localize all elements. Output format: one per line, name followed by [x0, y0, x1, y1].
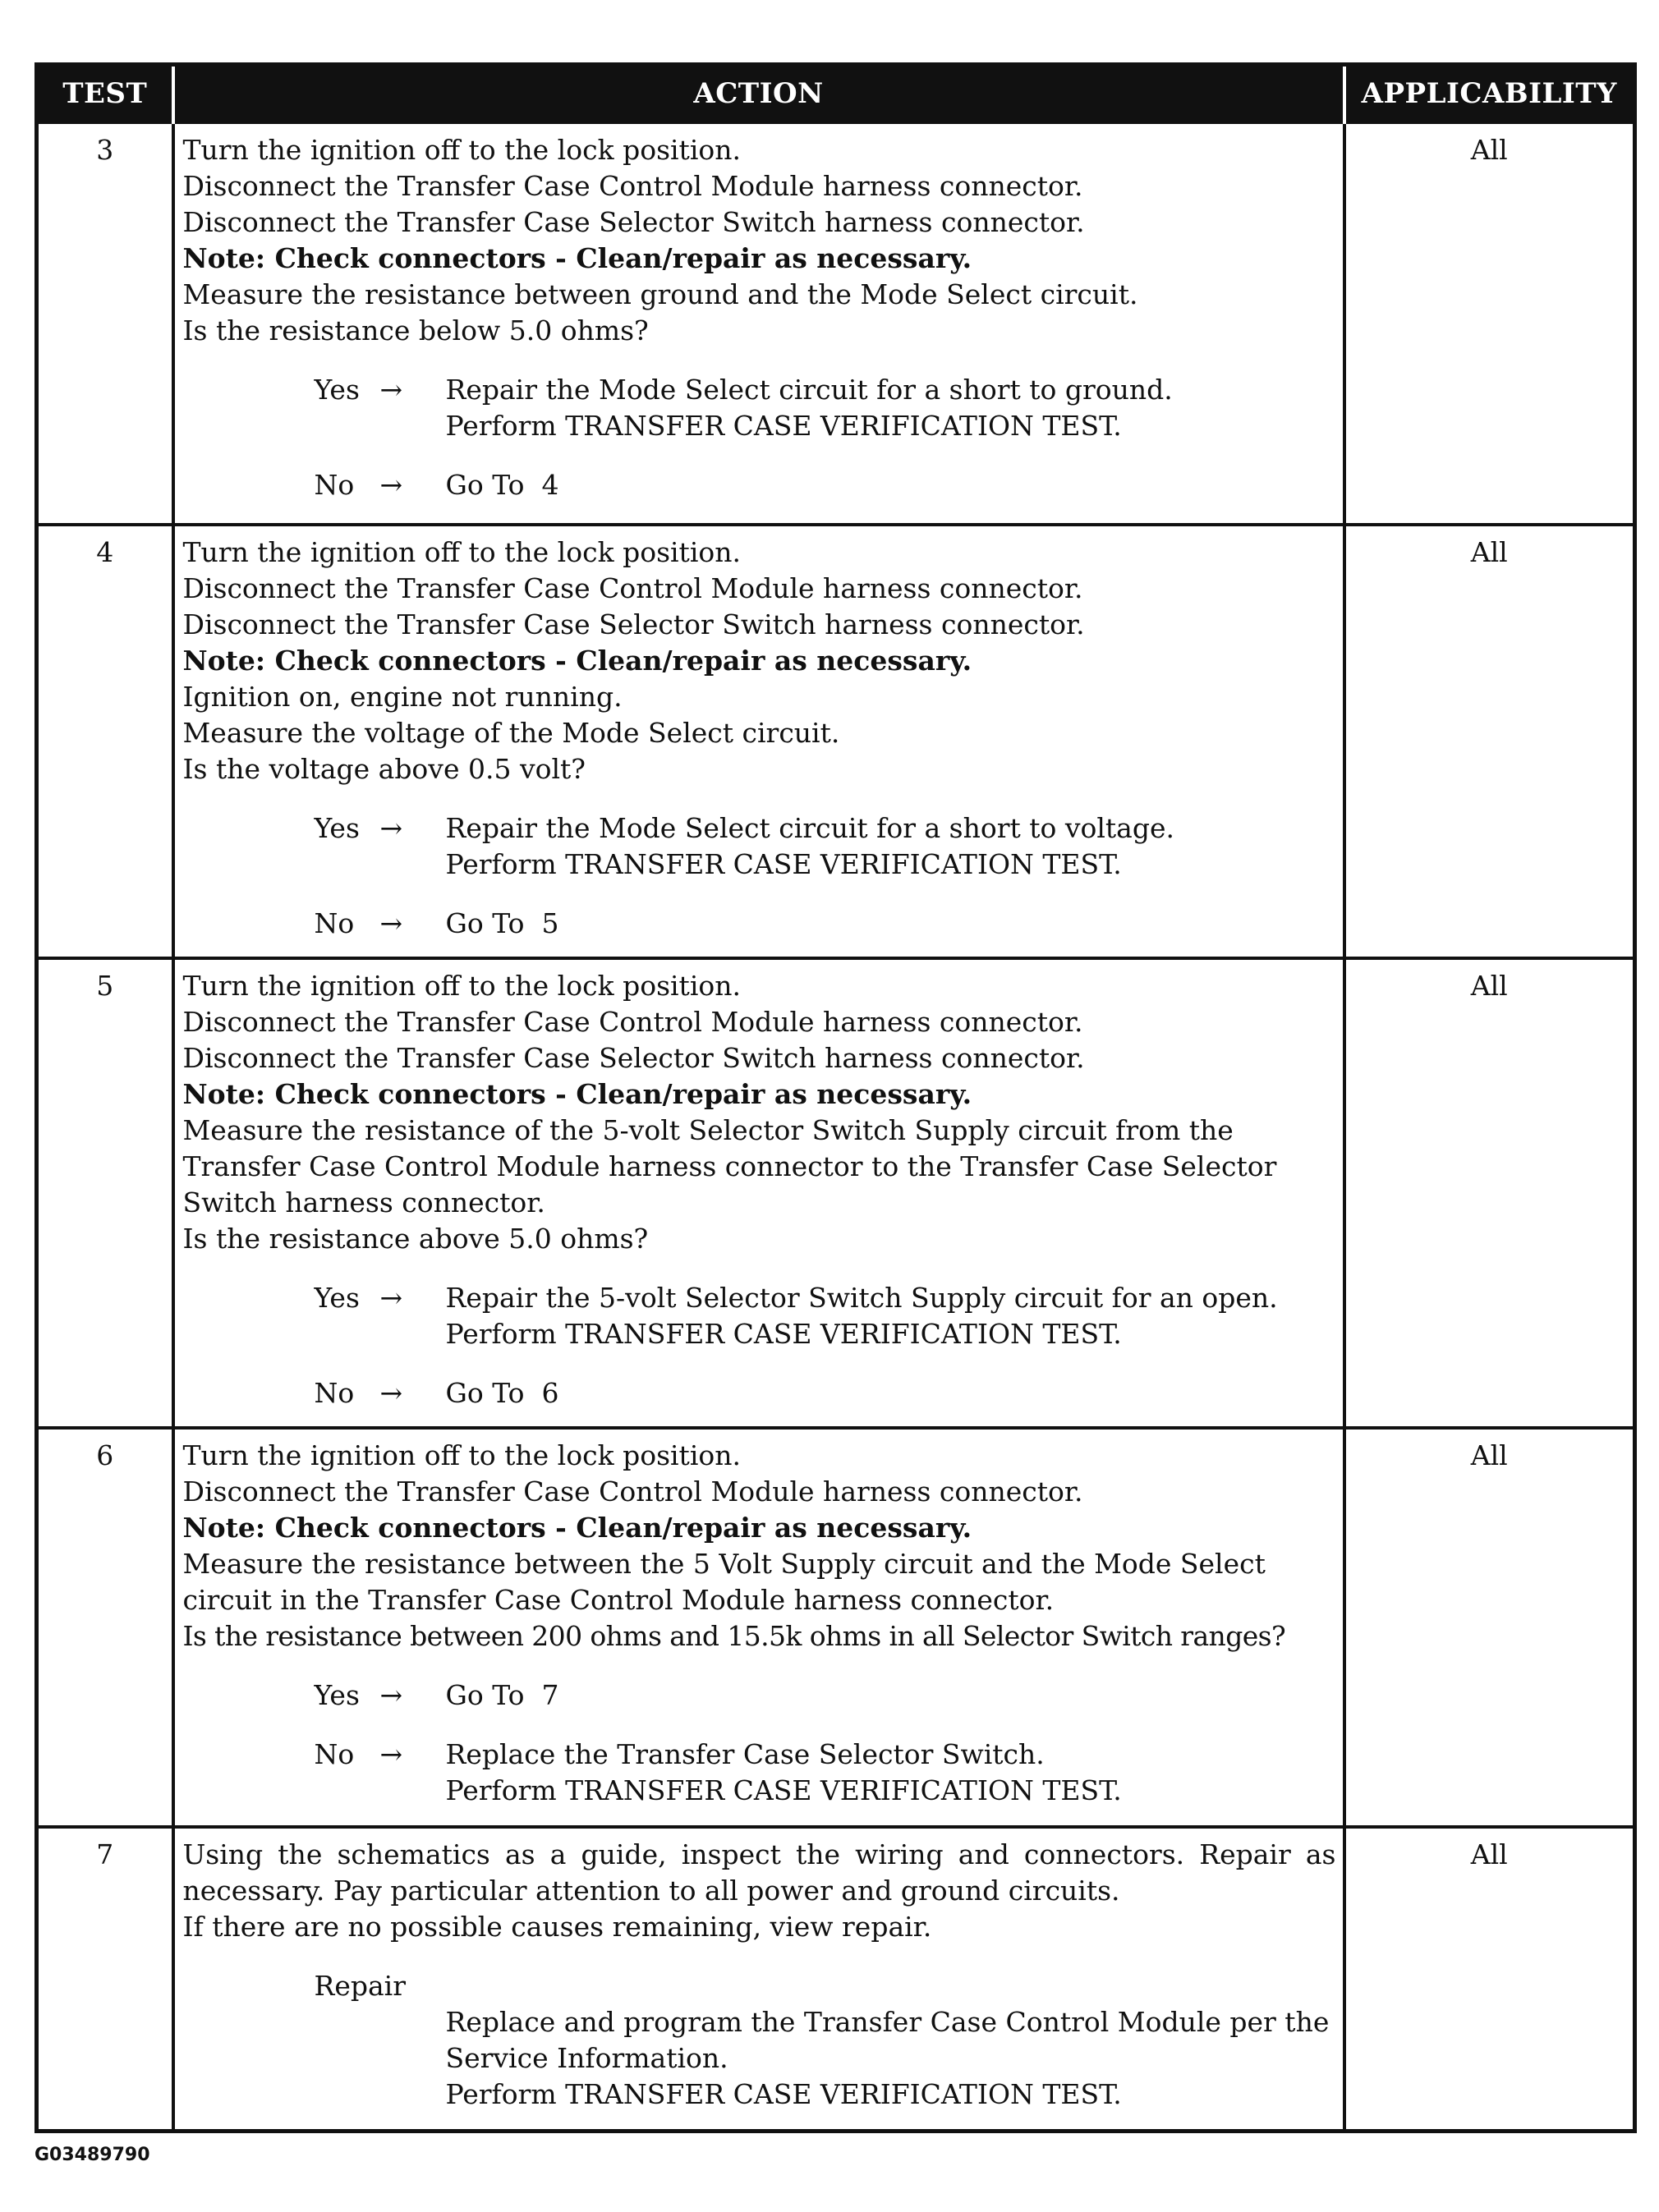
action-line: Measure the voltage of the Mode Select circuit.	[182, 717, 840, 749]
applicability-cell: All	[1344, 1827, 1635, 2131]
question-text: Is the resistance below 5.0 ohms?	[182, 314, 649, 346]
table-row	[37, 122, 1635, 525]
action-paragraph: Using the schematics as a guide, inspect the wiring and connectors. Repair as necessary. Pay particular attention to all power and ground circuits.	[182, 1838, 1336, 1907]
result-block	[315, 1677, 1336, 1809]
action-line: Disconnect the Transfer Case Control Module harness connector.	[182, 572, 1083, 604]
action-cell	[173, 1428, 1344, 1827]
yes-result	[315, 1677, 1336, 1714]
test-number: 6	[37, 1428, 173, 1827]
action-cell	[173, 525, 1344, 958]
table-header-row	[37, 65, 1635, 123]
no-label: No	[314, 1738, 355, 1770]
yes-label: Yes	[314, 812, 360, 844]
action-cell	[173, 958, 1344, 1428]
result-line: Go To 7	[445, 1679, 559, 1711]
arrow-right-icon: →	[379, 1679, 403, 1711]
header-action: ACTION	[173, 65, 1344, 123]
diagnostic-test-table	[34, 62, 1637, 2133]
repair-label: Repair	[314, 1970, 407, 2002]
arrow-right-icon: →	[379, 469, 403, 501]
action-cell	[173, 1827, 1344, 2131]
arrow-right-icon: →	[379, 1377, 403, 1409]
question-text: Is the voltage above 0.5 volt?	[182, 753, 586, 785]
result-line: Perform TRANSFER CASE VERIFICATION TEST.	[445, 1318, 1122, 1350]
action-line: Ignition on, engine not running.	[182, 681, 623, 713]
table-row	[37, 525, 1635, 958]
yes-label: Yes	[314, 1282, 360, 1314]
no-result	[315, 1737, 1336, 1809]
result-line: Repair the 5-volt Selector Switch Supply circuit for an open.	[445, 1282, 1278, 1314]
header-test: TEST	[37, 65, 173, 123]
action-line: Turn the ignition off to the lock position.	[182, 134, 741, 166]
result-block	[315, 372, 1336, 503]
action-line: Turn the ignition off to the lock position.	[182, 1439, 741, 1471]
action-cell	[173, 122, 1344, 525]
no-result	[315, 467, 1336, 503]
action-line: Disconnect the Transfer Case Selector Switch harness connector.	[182, 608, 1085, 640]
no-result	[315, 1375, 1336, 1411]
result-line: Repair the Mode Select circuit for a short to voltage.	[445, 812, 1174, 844]
test-number: 5	[37, 958, 173, 1428]
yes-label: Yes	[314, 374, 360, 406]
applicability-cell: All	[1344, 122, 1635, 525]
action-line: Turn the ignition off to the lock position.	[182, 536, 741, 568]
action-line: If there are no possible causes remaining, view repair.	[182, 1911, 932, 1943]
result-line: Perform TRANSFER CASE VERIFICATION TEST.	[445, 848, 1122, 880]
action-line: Disconnect the Transfer Case Selector Switch harness connector.	[182, 1042, 1085, 1074]
action-line: Disconnect the Transfer Case Control Module harness connector.	[182, 1006, 1083, 1038]
action-line: Disconnect the Transfer Case Control Module harness connector.	[182, 170, 1083, 202]
table-row	[37, 958, 1635, 1428]
test-number: 7	[37, 1827, 173, 2131]
applicability-cell: All	[1344, 1428, 1635, 1827]
note-text: Note: Check connectors - Clean/repair as necessary.	[182, 1512, 972, 1544]
yes-result	[315, 372, 1336, 444]
table-row	[37, 1827, 1635, 2131]
note-text: Note: Check connectors - Clean/repair as necessary.	[182, 1078, 972, 1110]
arrow-right-icon: →	[379, 812, 403, 844]
result-line: Go To 4	[445, 469, 559, 501]
no-label: No	[314, 469, 355, 501]
arrow-right-icon: →	[379, 1282, 403, 1314]
result-line: Perform TRANSFER CASE VERIFICATION TEST.	[445, 410, 1122, 442]
table-row	[37, 1428, 1635, 1827]
result-line: Go To 5	[445, 907, 559, 939]
no-result	[315, 906, 1336, 942]
action-line: Turn the ignition off to the lock position.	[182, 970, 741, 1002]
yes-result	[315, 810, 1336, 883]
applicability-cell: All	[1344, 525, 1635, 958]
arrow-right-icon: →	[379, 1738, 403, 1770]
result-line: Replace the Transfer Case Selector Switch.	[445, 1738, 1045, 1770]
repair-paragraph: Replace and program the Transfer Case Control Module per the Service Information.	[445, 2006, 1330, 2074]
action-paragraph: Measure the resistance of the 5-volt Selector Switch Supply circuit from the Transfer Case Control Module harness connector to the Transfer Case Selector Switch harness connector.	[182, 1114, 1277, 1218]
result-line: Go To 6	[445, 1377, 559, 1409]
result-block	[315, 810, 1336, 942]
result-line: Perform TRANSFER CASE VERIFICATION TEST.	[445, 1774, 1122, 1806]
result-block	[315, 1280, 1336, 1411]
question-text: Is the resistance above 5.0 ohms?	[182, 1223, 649, 1255]
action-line: Disconnect the Transfer Case Selector Switch harness connector.	[182, 206, 1085, 238]
repair-block	[315, 1968, 1336, 2113]
question-text: Is the resistance between 200 ohms and 15.5k ohms in all Selector Switch ranges?	[182, 1620, 1286, 1652]
test-number: 4	[37, 525, 173, 958]
no-label: No	[314, 1377, 355, 1409]
figure-id: G03489790	[34, 2145, 150, 2165]
applicability-cell: All	[1344, 958, 1635, 1428]
action-paragraph: Measure the resistance between the 5 Volt Supply circuit and the Mode Select circuit in the Transfer Case Control Module harness connector.	[182, 1548, 1266, 1616]
arrow-right-icon: →	[379, 374, 403, 406]
repair-line: Perform TRANSFER CASE VERIFICATION TEST.	[445, 2078, 1122, 2110]
no-label: No	[314, 907, 355, 939]
diagnostic-test-page	[34, 62, 1633, 2133]
yes-label: Yes	[314, 1679, 360, 1711]
action-line: Measure the resistance between ground and the Mode Select circuit.	[182, 278, 1138, 310]
test-number: 3	[37, 122, 173, 525]
action-line: Disconnect the Transfer Case Control Module harness connector.	[182, 1475, 1083, 1508]
note-text: Note: Check connectors - Clean/repair as necessary.	[182, 242, 972, 274]
note-text: Note: Check connectors - Clean/repair as necessary.	[182, 645, 972, 677]
arrow-right-icon: →	[379, 907, 403, 939]
yes-result	[315, 1280, 1336, 1352]
result-line: Repair the Mode Select circuit for a short to ground.	[445, 374, 1173, 406]
header-applicability: APPLICABILITY	[1344, 65, 1635, 123]
